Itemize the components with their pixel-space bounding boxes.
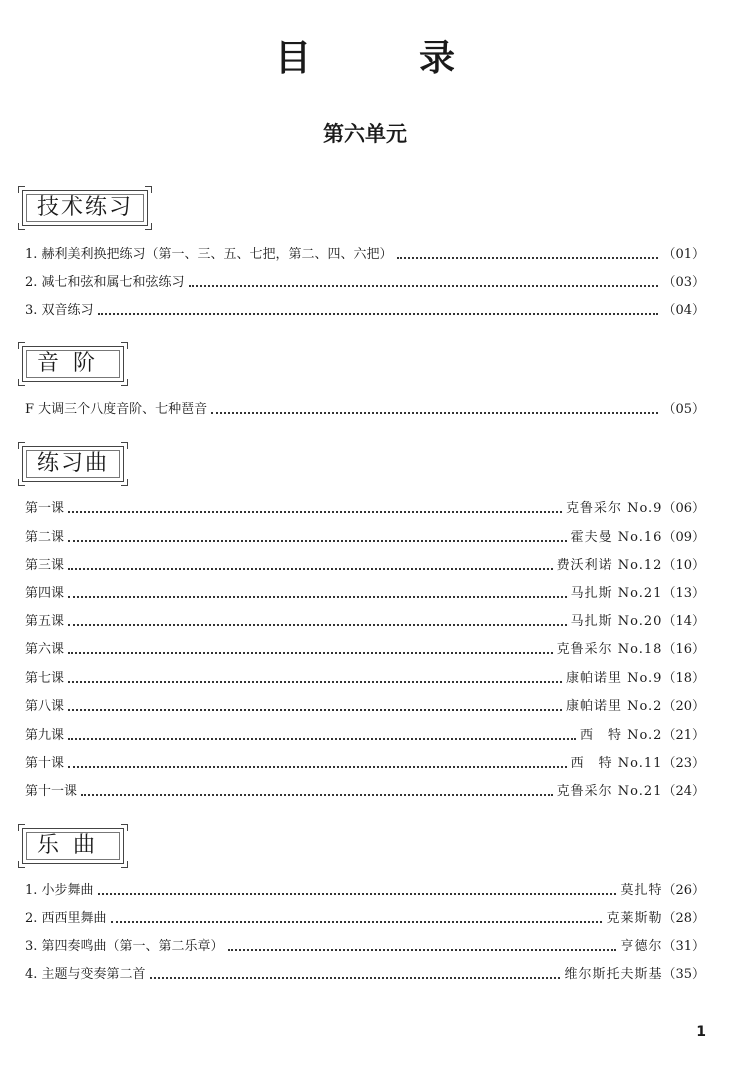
toc-entry[interactable]: [25, 528, 705, 548]
entry-title: 第三课: [25, 558, 65, 573]
entry-page: （20）: [662, 699, 705, 714]
entry-page: （18）: [662, 671, 705, 686]
entry-title: 第六课: [25, 642, 65, 657]
entry-title: 第九课: [25, 728, 65, 743]
entry-composer: 亨德尔: [620, 939, 663, 954]
entry-title: 第十课: [25, 756, 65, 771]
toc-entry[interactable]: [25, 499, 705, 519]
toc-entry[interactable]: [25, 697, 705, 717]
toc-entry[interactable]: [25, 881, 705, 901]
entry-title: 1. 小步舞曲: [25, 883, 94, 898]
entry-page: （28）: [662, 911, 705, 926]
entry-title: 第四课: [25, 586, 65, 601]
entry-title: 第二课: [25, 530, 65, 545]
toc-entry[interactable]: [25, 937, 705, 957]
entry-page: （26）: [662, 883, 705, 898]
entry-page: （09）: [662, 530, 705, 545]
entry-title: 第一课: [25, 501, 65, 516]
entry-title: 1. 赫利美利换把练习（第一、三、五、七把，第二、四、六把）: [25, 247, 393, 262]
section-heading-scales: [22, 346, 124, 382]
entry-page: （16）: [662, 642, 705, 657]
entry-composer: 西 特 No.2: [579, 728, 663, 743]
entry-composer: 克鲁采尔 No.18: [556, 642, 663, 657]
toc-entry[interactable]: [25, 909, 705, 929]
entry-page: （31）: [662, 939, 705, 954]
entry-composer: 费沃利诺 No.12: [556, 558, 663, 573]
toc-entry[interactable]: [25, 782, 705, 802]
entry-composer: 克鲁采尔 No.21: [556, 784, 663, 799]
toc-entry[interactable]: [25, 640, 705, 660]
entry-composer: 莫扎特: [620, 883, 663, 898]
section-label: 乐曲: [37, 833, 110, 858]
toc-entry[interactable]: [25, 754, 705, 774]
entry-page: （13）: [662, 586, 705, 601]
entry-page: （01）: [662, 247, 705, 262]
toc-entry[interactable]: [25, 669, 705, 689]
entry-page: （04）: [662, 303, 705, 318]
entry-composer: 康帕诺里 No.9: [565, 671, 663, 686]
entry-composer: 克莱斯勒: [606, 911, 663, 926]
toc-entry[interactable]: [25, 556, 705, 576]
section-label: 技术练习: [37, 195, 134, 220]
entry-composer: 霍夫曼 No.16: [570, 530, 663, 545]
entry-composer: 康帕诺里 No.2: [565, 699, 663, 714]
entry-page: （10）: [662, 558, 705, 573]
entry-page: （03）: [662, 275, 705, 290]
entry-page: （24）: [662, 784, 705, 799]
entry-composer: 马扎斯 No.20: [570, 614, 663, 629]
toc-entry[interactable]: [25, 612, 705, 632]
entry-title: 4. 主题与变奏第二首: [25, 967, 146, 982]
entry-title: 3. 第四奏鸣曲（第一、第二乐章）: [25, 939, 224, 954]
toc-entry[interactable]: [25, 245, 705, 265]
toc-entry[interactable]: [25, 273, 705, 293]
toc-entry[interactable]: [25, 301, 705, 321]
entry-title: F 大调三个八度音阶、七种琶音: [25, 402, 208, 417]
entry-composer: 马扎斯 No.21: [570, 586, 663, 601]
toc-entry[interactable]: [25, 726, 705, 746]
entry-page: （23）: [662, 756, 705, 771]
entry-composer: 维尔斯托夫斯基: [564, 967, 663, 982]
section-heading-pieces: [22, 828, 124, 864]
entry-title: 第五课: [25, 614, 65, 629]
entry-page: （06）: [662, 501, 705, 516]
entry-title: 第十一课: [25, 784, 78, 799]
section-label: 练习曲: [37, 451, 110, 476]
entry-page: （21）: [662, 728, 705, 743]
toc-entry[interactable]: [25, 584, 705, 604]
unit-heading: 第六单元: [323, 122, 407, 146]
entry-composer: 西 特 No.11: [570, 756, 663, 771]
entry-composer: 克鲁采尔 No.9: [565, 501, 663, 516]
entry-page: （05）: [662, 402, 705, 417]
toc-entry[interactable]: [25, 400, 705, 420]
page-number: 1: [696, 1024, 706, 1040]
entry-page: （14）: [662, 614, 705, 629]
page-title: 目 录: [274, 37, 491, 79]
entry-title: 第七课: [25, 671, 65, 686]
section-heading-technical: [22, 190, 148, 226]
entry-title: 2. 西西里舞曲: [25, 911, 107, 926]
entry-title: 3. 双音练习: [25, 303, 94, 318]
toc-entry[interactable]: [25, 965, 705, 985]
entry-title: 第八课: [25, 699, 65, 714]
entry-title: 2. 减七和弦和属七和弦练习: [25, 275, 185, 290]
section-label: 音阶: [37, 351, 110, 376]
section-heading-etudes: [22, 446, 124, 482]
entry-page: （35）: [662, 967, 705, 982]
